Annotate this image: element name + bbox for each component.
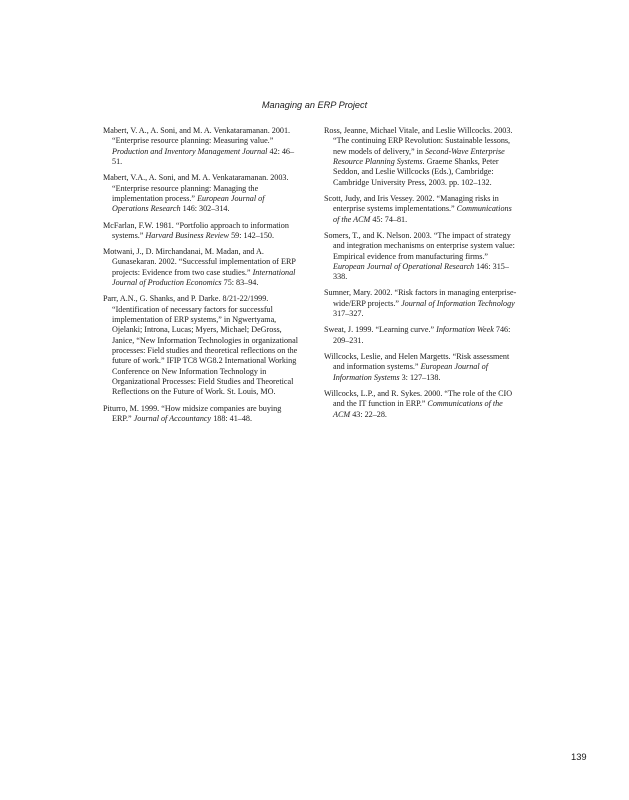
page-number: 139 <box>571 751 587 762</box>
reference-tail: 42: 46–51. <box>112 146 295 167</box>
reference-text: Somers, T., and K. Nelson. 2003. “The impact of strategy and integration mechanisms on enterprise system value: Empirical evidence from manufacturing firms.” <box>324 230 515 261</box>
reference-tail: 45: 74–81. <box>370 214 408 224</box>
reference-source: Information Week <box>436 325 494 335</box>
reference-entry <box>103 294 299 397</box>
reference-text: Parr, A.N., G. Shanks, and P. Darke. 8/21-22/1999. “Identification of necessary factors for successful implementation of ERP systems,” in Ngwertyama, Ojelanki; Introna, Lucas; Myers, Michael; DeGross, Janice, “New Information Technologies in organizational processes: Field studies and theoretical reflections on the future of work.” IFIP TC8 WG8.2 International Working Conference on New Information Technology in Organizational Processes: Field Studies and Theoretical Reflections on the Future of Work. St. Louis, MO. <box>103 294 298 397</box>
reference-text: Motwani, J., D. Mirchandanai, M. Madan, and A. Gunasekaran. 2002. “Successful implementation of ERP projects: Evidence from two case studies.” <box>103 247 296 277</box>
reference-text: Sumner, Mary. 2002. “Risk factors in managing enterprise-wide/ERP projects.” <box>324 288 517 308</box>
reference-entry <box>103 126 299 167</box>
reference-text: Mabert, V. A., A. Soni, and M. A. Venkataramanan. 2001. “Enterprise resource planning: Measuring value.” <box>103 126 291 146</box>
reference-entry <box>324 194 520 225</box>
reference-tail: 59: 142–150. <box>229 230 274 240</box>
reference-entry <box>324 389 520 420</box>
reference-entry <box>324 126 520 188</box>
reference-entry <box>103 173 299 214</box>
reference-source: Harvard Business Review <box>145 230 230 240</box>
reference-source: International Journal of Production Economics <box>112 267 296 288</box>
reference-entry <box>103 404 299 425</box>
reference-tail: 746: 209–231. <box>333 325 511 345</box>
reference-entry <box>103 247 299 288</box>
reference-source: Second-Wave Enterprise Resource Planning Systems <box>333 146 505 167</box>
reference-source: Journal of Information Technology <box>401 298 515 308</box>
reference-text: Ross, Jeanne, Michael Vitale, and Leslie Willcocks. 2003. “The continuing ERP Revolution: Sustainable lessons, new models of delivery,” in <box>324 126 513 156</box>
reference-text: McFarlan, F.W. 1981. “Portfolio approach to information systems.” <box>103 220 289 240</box>
reference-tail: 3: 127–138. <box>399 372 441 382</box>
reference-tail: 75: 83–94. <box>221 278 259 288</box>
reference-entry <box>103 221 299 242</box>
reference-entry <box>324 231 520 283</box>
reference-source: Journal of Accountancy <box>133 414 212 424</box>
running-head: Managing an ERP Project <box>261 100 368 110</box>
reference-source: European Journal of Information Systems <box>333 362 488 382</box>
reference-text: Scott, Judy, and Iris Vessey. 2002. “Managing risks in enterprise systems implementations.” <box>324 193 499 214</box>
reference-entry <box>324 352 520 383</box>
reference-source: Production and Inventory Management Journal <box>112 146 268 156</box>
reference-tail: 43: 22–28. <box>350 409 387 419</box>
reference-source: Communications of the ACM <box>333 204 512 224</box>
references-left-column <box>103 126 299 430</box>
reference-tail: 146: 302–314. <box>180 204 230 214</box>
reference-entry <box>324 288 520 319</box>
reference-source: European Journal of Operational Research <box>333 261 475 271</box>
reference-tail: . Graeme Shanks, Peter Seddon, and Leslie Willcocks (Eds.), Cambridge: Cambridge University Press, 2003. pp. 102–132. <box>333 157 499 187</box>
reference-text: Willcocks, L.P., and R. Sykes. 2000. “The role of the CIO and the IT function in ERP.” <box>324 388 513 409</box>
reference-text: Piturro, M. 1999. “How midsize companies are buying ERP.” <box>103 403 282 424</box>
reference-text: Willcocks, Leslie, and Helen Margetts. “Risk assessment and information systems.” <box>324 351 510 372</box>
reference-tail: 317–327. <box>333 309 364 319</box>
reference-source: Communications of the ACM <box>333 399 503 419</box>
references-right-column <box>324 126 520 426</box>
reference-entry <box>324 325 520 346</box>
reference-tail: 188: 41–48. <box>211 414 253 424</box>
reference-text: Mabert, V.A., A. Soni, and M. A. Venkataramanan. 2003. “Enterprise resource planning: Managing the implementation process.” <box>103 173 289 203</box>
reference-text: Sweat, J. 1999. “Learning curve.” <box>324 325 437 335</box>
reference-tail: 146: 315–338. <box>333 261 509 282</box>
reference-source: European Journal of Operations Research <box>112 193 265 214</box>
